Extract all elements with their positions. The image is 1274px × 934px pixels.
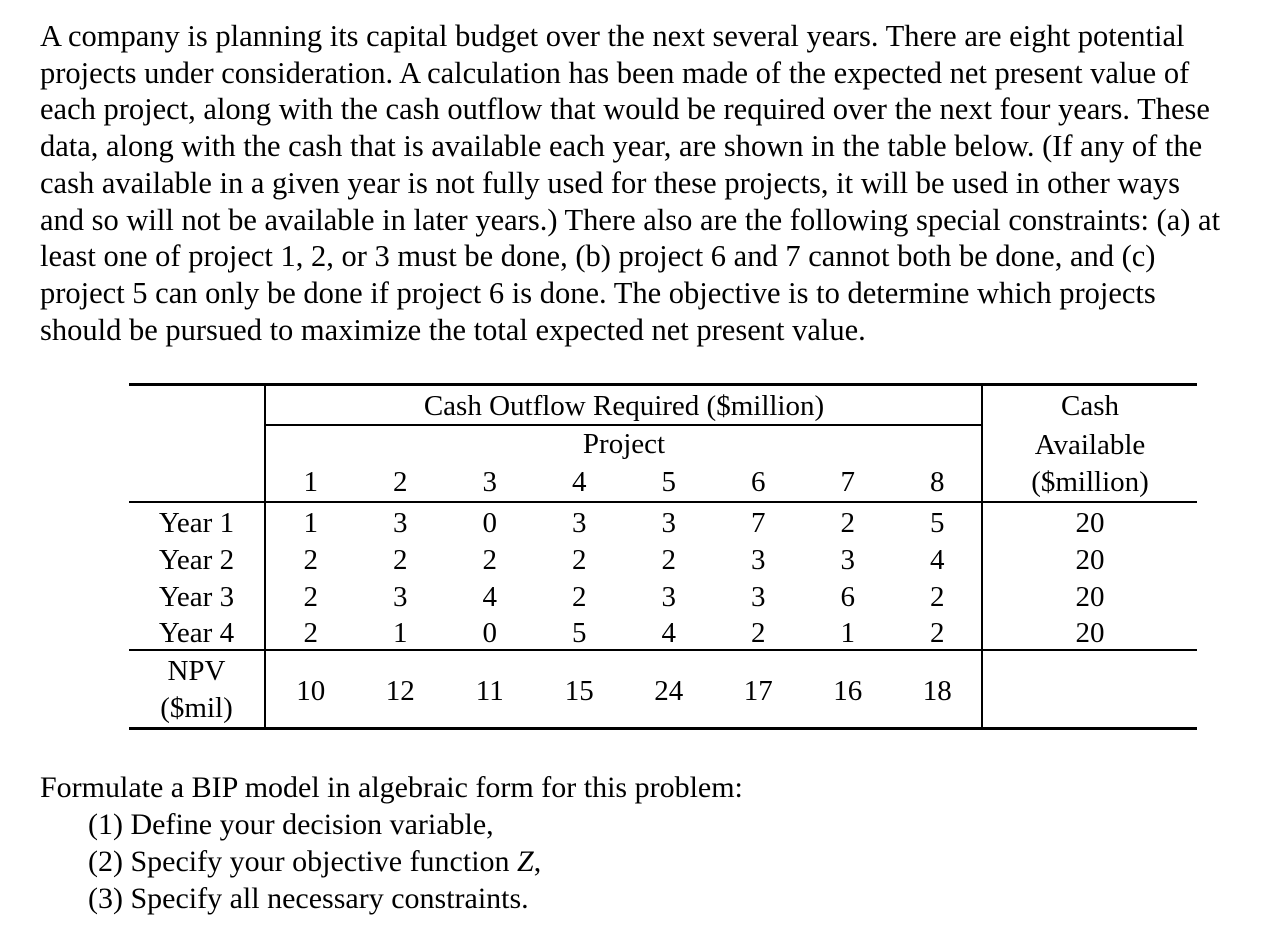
row-label-year-2: Year 2 bbox=[158, 544, 235, 576]
row-label-year-4: Year 4 bbox=[158, 617, 235, 649]
cash-available-header-line-2: Available bbox=[1034, 429, 1146, 461]
outflow-cell: 2 bbox=[840, 507, 855, 539]
outflow-cell: 5 bbox=[572, 617, 587, 649]
cash-available-cell: 20 bbox=[1075, 617, 1105, 649]
outflow-cell: 2 bbox=[482, 544, 497, 576]
row-label-year-1: Year 1 bbox=[158, 507, 235, 539]
outflow-cell: 2 bbox=[930, 581, 945, 613]
project-number: 3 bbox=[482, 466, 497, 498]
objective-variable: Z bbox=[517, 845, 534, 878]
outflow-cell: 2 bbox=[661, 544, 676, 576]
npv-cell: 16 bbox=[833, 675, 863, 707]
task-step-2 bbox=[88, 843, 541, 880]
outflow-cell: 6 bbox=[840, 581, 855, 613]
outflow-cell: 5 bbox=[930, 507, 945, 539]
outflow-cell: 3 bbox=[661, 581, 676, 613]
cash-available-header-line-3: ($million) bbox=[1031, 466, 1149, 498]
outflow-cell: 2 bbox=[303, 617, 318, 649]
outflow-cell: 2 bbox=[751, 617, 766, 649]
outflow-cell: 2 bbox=[303, 581, 318, 613]
outflow-cell: 7 bbox=[751, 507, 766, 539]
npv-cell: 12 bbox=[385, 675, 415, 707]
task-steps bbox=[88, 806, 541, 917]
cash-available-cell: 20 bbox=[1075, 507, 1105, 539]
problem-statement bbox=[40, 18, 1274, 348]
project-number: 4 bbox=[572, 466, 587, 498]
outflow-cell: 1 bbox=[303, 507, 318, 539]
project-number: 1 bbox=[303, 466, 318, 498]
outflow-cell: 2 bbox=[572, 544, 587, 576]
cash-available-cell: 20 bbox=[1075, 581, 1105, 613]
outflow-cell: 0 bbox=[482, 617, 497, 649]
outflow-cell: 2 bbox=[930, 617, 945, 649]
project-number: 6 bbox=[751, 466, 766, 498]
task-intro: Formulate a BIP model in algebraic form for this problem: bbox=[40, 771, 743, 804]
table-bottom-rule bbox=[129, 727, 1197, 730]
outflow-cell: 0 bbox=[482, 507, 497, 539]
npv-label-line-1: NPV bbox=[167, 655, 226, 687]
outflow-cell: 4 bbox=[661, 617, 676, 649]
outflow-cell: 2 bbox=[303, 544, 318, 576]
problem-line: and so will not be available in later years.) There also are the following special constraints: (a) at bbox=[40, 202, 1221, 237]
outflow-cell: 1 bbox=[393, 617, 408, 649]
task-step-3 bbox=[88, 880, 541, 917]
outflow-cell: 3 bbox=[572, 507, 587, 539]
outflow-cell: 3 bbox=[393, 581, 408, 613]
npv-cell: 11 bbox=[475, 675, 504, 707]
npv-cell: 15 bbox=[564, 675, 594, 707]
outflow-cell: 3 bbox=[840, 544, 855, 576]
task-step-1 bbox=[88, 806, 541, 843]
project-number: 8 bbox=[930, 466, 945, 498]
problem-line: A company is planning its capital budget over the next several years. There are eight potential bbox=[40, 19, 1185, 53]
task-step-text: (2) Specify your objective function bbox=[88, 845, 518, 878]
npv-label-line-2: ($mil) bbox=[160, 692, 233, 724]
cash-available-header-line-1: Cash bbox=[1061, 390, 1119, 422]
outflow-cell: 2 bbox=[393, 544, 408, 576]
problem-line: project 5 can only be done if project 6 is done. The objective is to determine which projects bbox=[40, 275, 1156, 310]
project-header: Project bbox=[582, 428, 666, 460]
npv-cell: 18 bbox=[922, 675, 952, 707]
cash-outflow-table bbox=[129, 383, 1197, 731]
outflow-cell: 3 bbox=[393, 507, 408, 539]
project-number: 2 bbox=[393, 466, 408, 498]
outflow-cell: 1 bbox=[840, 617, 855, 649]
task-step-text: (3) Specify all necessary constraints. bbox=[88, 882, 529, 915]
problem-line: each project, along with the cash outflow that would be required over the next four years. These bbox=[40, 92, 1210, 127]
problem-line: should be pursued to maximize the total expected net present value. bbox=[40, 312, 866, 347]
npv-cell: 10 bbox=[296, 675, 326, 707]
cash-available-cell: 20 bbox=[1075, 544, 1105, 576]
outflow-cell: 4 bbox=[930, 544, 945, 576]
project-number: 5 bbox=[661, 466, 676, 498]
outflow-cell: 3 bbox=[661, 507, 676, 539]
npv-cell: 17 bbox=[743, 675, 773, 707]
outflow-cell: 3 bbox=[751, 581, 766, 613]
problem-line: least one of project 1, 2, or 3 must be done, (b) project 6 and 7 cannot both be done, and (c) bbox=[40, 239, 1156, 274]
task-step-text: (1) Define your decision variable, bbox=[88, 808, 494, 841]
problem-line: data, along with the cash that is available each year, are shown in the table below. (If any of the bbox=[40, 129, 1203, 164]
header-bottom-rule bbox=[129, 501, 1197, 503]
npv-cell: 24 bbox=[654, 675, 684, 707]
table-top-rule bbox=[129, 383, 1197, 386]
cash-outflow-header: Cash Outflow Required ($million) bbox=[423, 390, 825, 422]
task-step-suffix: , bbox=[533, 845, 542, 878]
row-label-year-3: Year 3 bbox=[158, 581, 235, 613]
problem-line: projects under consideration. A calculation has been made of the expected net present value of bbox=[40, 55, 1190, 90]
outflow-cell: 3 bbox=[751, 544, 766, 576]
problem-line: cash available in a given year is not fully used for these projects, it will be used in other ways bbox=[40, 165, 1181, 200]
outflow-cell: 4 bbox=[482, 581, 497, 613]
outflow-cell: 2 bbox=[572, 581, 587, 613]
project-number: 7 bbox=[840, 466, 855, 498]
